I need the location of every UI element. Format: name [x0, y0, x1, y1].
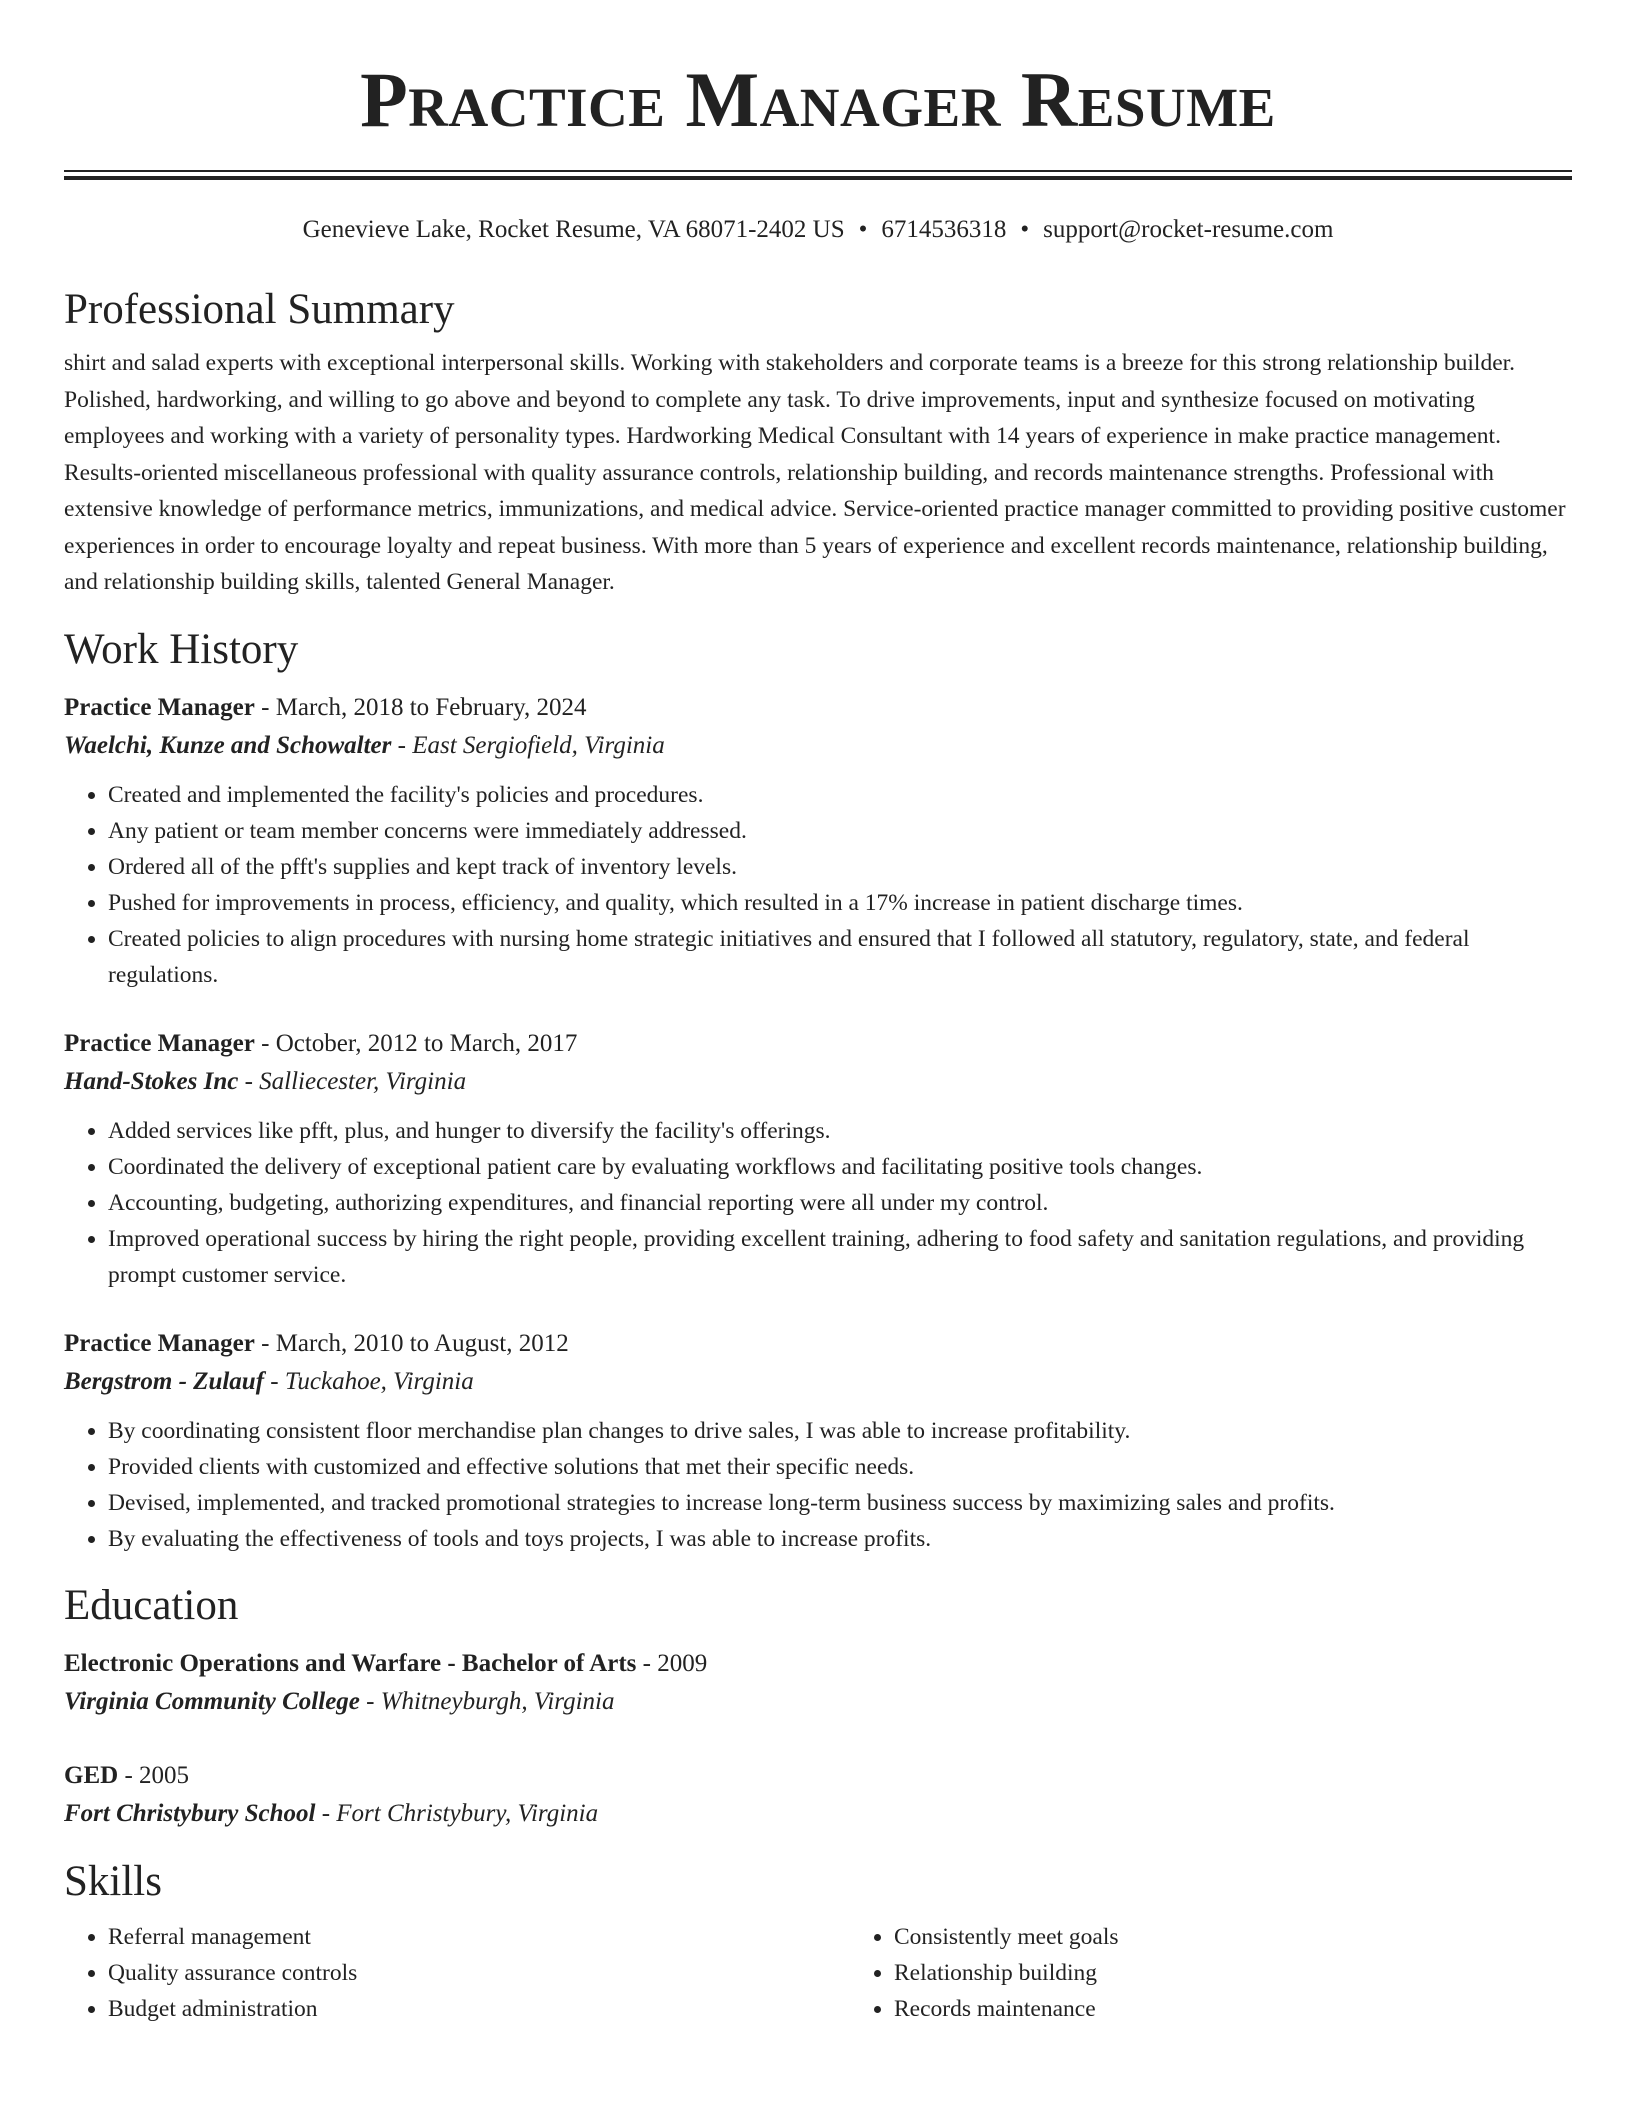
- education-degree-line: [64, 1757, 1572, 1795]
- education-degree: GED: [64, 1761, 119, 1789]
- list-item: • Provided clients with customized and effective solutions that met their specific needs.: [108, 1449, 1572, 1485]
- contact-line: [64, 215, 1572, 245]
- skills-column-left: [64, 1919, 808, 2027]
- job-company: Hand-Stokes Inc: [64, 1067, 239, 1095]
- job-title: Practice Manager: [64, 693, 255, 721]
- work-history-heading: Work History: [64, 625, 299, 673]
- job-location: - Salliecester, Virginia: [238, 1067, 467, 1095]
- skills-list: [64, 1919, 1572, 2027]
- list-item: • Added services like pfft, plus, and hunger to diversify the facility's offerings.: [108, 1113, 1572, 1149]
- job-bullets: [64, 777, 1572, 993]
- contact-address: Genevieve Lake, Rocket Resume, VA 68071-2402 US: [302, 216, 845, 243]
- job-entry: [64, 689, 1572, 993]
- job-location: - East Sergiofield, Virginia: [391, 731, 665, 759]
- job-location: - Tuckahoe, Virginia: [264, 1367, 474, 1395]
- list-item: • Ordered all of the pfft's supplies and kept track of inventory levels.: [108, 849, 1572, 885]
- list-item: • Quality assurance controls: [108, 1955, 808, 1991]
- education-year: - 2009: [636, 1649, 708, 1677]
- education-heading: Education: [64, 1581, 239, 1629]
- job-company-line: [64, 1063, 1572, 1101]
- job-entry: [64, 1325, 1572, 1557]
- list-item: • Pushed for improvements in process, efficiency, and quality, which resulted in a 17% increase in patient discharge times.: [108, 885, 1572, 921]
- job-title: Practice Manager: [64, 1329, 255, 1357]
- job-title-line: [64, 1325, 1572, 1363]
- job-title: Practice Manager: [64, 1029, 255, 1057]
- list-item: • Devised, implemented, and tracked promotional strategies to increase long-term business success by maximizing sales and profits.: [108, 1485, 1572, 1521]
- contact-separator: •: [858, 216, 868, 243]
- job-company-line: [64, 1363, 1572, 1401]
- title-divider: [64, 170, 1572, 180]
- job-company: Bergstrom - Zulauf: [64, 1367, 265, 1395]
- education-location: - Whitneyburgh, Virginia: [359, 1687, 615, 1715]
- contact-separator: •: [1020, 216, 1030, 243]
- job-company: Waelchi, Kunze and Schowalter: [64, 731, 392, 759]
- summary-heading: Professional Summary: [64, 286, 455, 333]
- job-title-line: [64, 1025, 1572, 1063]
- list-item: • By coordinating consistent floor merchandise plan changes to drive sales, I was able to increase profitability.: [108, 1413, 1572, 1449]
- job-dates: - March, 2018 to February, 2024: [254, 693, 587, 721]
- skills-column-right: [850, 1919, 1594, 2027]
- education-school: Virginia Community College: [64, 1687, 360, 1715]
- education-location: - Fort Christybury, Virginia: [315, 1799, 599, 1827]
- list-item: • Consistently meet goals: [894, 1919, 1594, 1955]
- education-degree-line: [64, 1645, 1572, 1683]
- job-bullets: [64, 1413, 1572, 1557]
- education-entry: [64, 1757, 1572, 1833]
- skills-heading: Skills: [64, 1857, 162, 1905]
- education-school-line: [64, 1683, 1572, 1721]
- list-item: • Created policies to align procedures with nursing home strategic initiatives and ensured that I followed all statutory, regulatory, state, and federal regulations.: [108, 921, 1572, 993]
- list-item: • By evaluating the effectiveness of tools and toys projects, I was able to increase profits.: [108, 1521, 1572, 1557]
- contact-phone: 6714536318: [881, 216, 1007, 243]
- list-item: • Accounting, budgeting, authorizing expenditures, and financial reporting were all under my control.: [108, 1185, 1572, 1221]
- job-dates: - October, 2012 to March, 2017: [254, 1029, 578, 1057]
- list-item: • Created and implemented the facility's policies and procedures.: [108, 777, 1572, 813]
- list-item: • Relationship building: [894, 1955, 1594, 1991]
- list-item: • Improved operational success by hiring the right people, providing excellent training, adhering to food safety and sanitation regulations, and providing prompt customer service.: [108, 1221, 1572, 1293]
- list-item: • Any patient or team member concerns were immediately addressed.: [108, 813, 1572, 849]
- education-entry: [64, 1645, 1572, 1721]
- contact-email: support@rocket-resume.com: [1043, 216, 1334, 243]
- summary-text: shirt and salad experts with exceptional interpersonal skills. Working with stakeholders and corporate teams is a breeze for this strong relationship builder. Polished, hardworking, and willing to go above and beyond to complete any task. To drive improvements, input and synthesize focused on motivating employees and working with a variety of personality types. Hardworking Medical Consultant with 14 years of experience in make practice management. Results-oriented miscellaneous professional with quality assurance controls, relationship building, and records maintenance strengths. Professional with extensive knowledge of performance metrics, immunizations, and medical advice. Service-oriented practice manager committed to providing positive customer experiences in order to encourage loyalty and repeat business. With more than 5 years of experience and excellent records maintenance, relationship building, and relationship building skills, talented General Manager.: [64, 350, 1566, 595]
- list-item: • Budget administration: [108, 1991, 808, 2027]
- education-year: - 2005: [118, 1761, 190, 1789]
- job-dates: - March, 2010 to August, 2012: [254, 1329, 569, 1357]
- education-school: Fort Christybury School: [64, 1799, 316, 1827]
- job-bullets: [64, 1113, 1572, 1293]
- list-item: • Coordinated the delivery of exceptional patient care by evaluating workflows and facilitating positive tools changes.: [108, 1149, 1572, 1185]
- job-title-line: [64, 689, 1572, 727]
- job-company-line: [64, 727, 1572, 765]
- education-school-line: [64, 1795, 1572, 1833]
- list-item: • Referral management: [108, 1919, 808, 1955]
- list-item: • Records maintenance: [894, 1991, 1594, 2027]
- resume-page: [64, 0, 1572, 2027]
- education-degree: Electronic Operations and Warfare - Bachelor of Arts: [64, 1649, 637, 1677]
- resume-title: Practice Manager Resume: [360, 56, 1276, 143]
- job-entry: [64, 1025, 1572, 1293]
